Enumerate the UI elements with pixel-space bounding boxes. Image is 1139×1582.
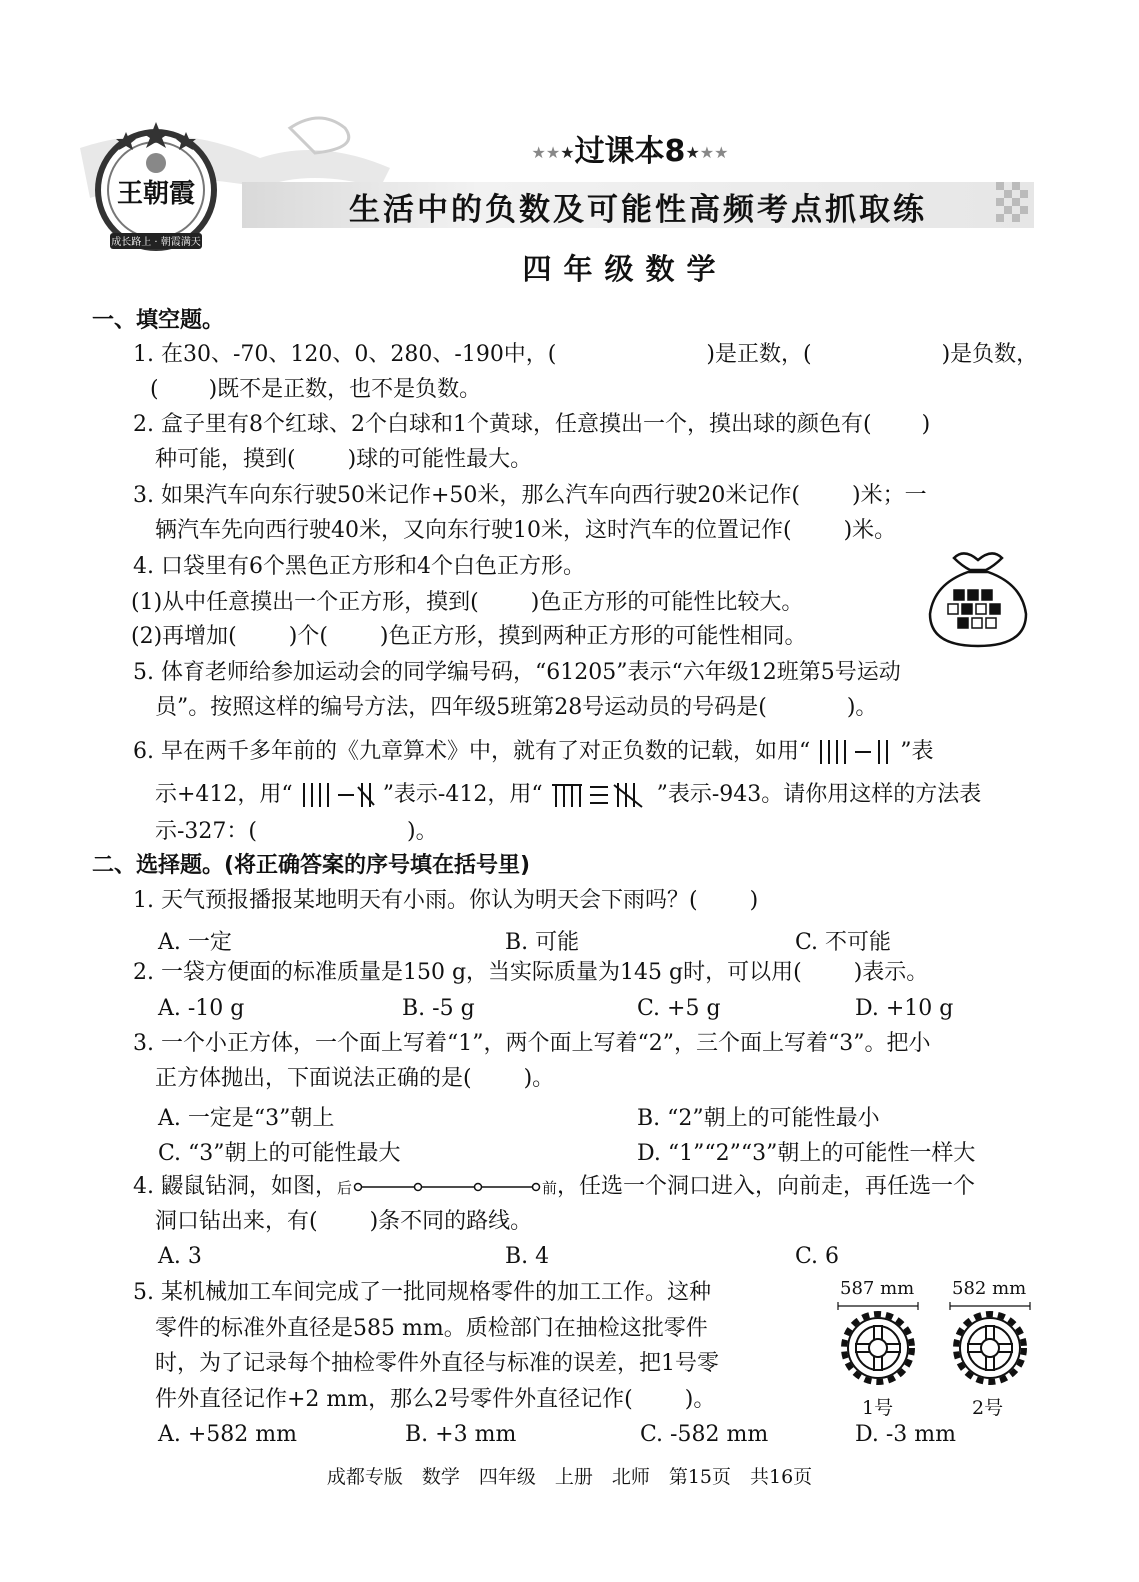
wangzhaoxia-logo bbox=[86, 118, 226, 258]
s2-q5-line1: 5. 某机械加工车间完成了一批同规格零件的加工工作。这种 bbox=[133, 1280, 711, 1305]
gear2-diameter-label: 582 mm bbox=[952, 1278, 1027, 1299]
svg-text:王朝霞: 王朝霞 bbox=[116, 179, 196, 209]
q1-line2: ( )既不是正数，也不是负数。 bbox=[150, 377, 482, 402]
gear2-label: 2号 bbox=[972, 1397, 1004, 1419]
s2-q3-line1: 3. 一个小正方体，一个面上写着“1”，两个面上写着“2”，三个面上写着“3”。把小 bbox=[133, 1031, 931, 1056]
s2-q2-option-b: B. -5 g bbox=[402, 996, 475, 1021]
q4-line: 4. 口袋里有6个黑色正方形和4个白色正方形。 bbox=[133, 554, 585, 579]
s2-q3-option-a: A. 一定是“3”朝上 bbox=[158, 1106, 335, 1131]
s2-q2: 2. 一袋方便面的标准质量是150 g，当实际质量为145 g时，可以用( )表示。 bbox=[133, 960, 929, 985]
s2-q4-line2: 洞口钻出来，有( )条不同的路线。 bbox=[155, 1209, 533, 1234]
s2-q1: 1. 天气预报播报某地明天有小雨。你认为明天会下雨吗？( ) bbox=[133, 888, 759, 913]
s2-q2-option-c: C. +5 g bbox=[637, 996, 721, 1021]
gear-2-icon bbox=[948, 1302, 1032, 1388]
q4-part2: (2)再增加( )个( )色正方形，摸到两种正方形的可能性相同。 bbox=[131, 624, 807, 649]
s2-q5-line4: 件外直径记作+2 mm，那么2号零件外直径记作( )。 bbox=[155, 1387, 716, 1412]
star-icon: ★ bbox=[560, 143, 575, 162]
counting-rods-plus-412-icon bbox=[817, 738, 893, 766]
s2-q3-line2: 正方体抛出，下面说法正确的是( )。 bbox=[155, 1066, 555, 1091]
s2-q1-option-b: B. 可能 bbox=[505, 930, 580, 955]
section1-heading: 一、填空题。 bbox=[92, 308, 225, 333]
svg-text:成长路上 · 朝霞满天: 成长路上 · 朝霞满天 bbox=[111, 237, 201, 248]
star-icon: ★★ bbox=[699, 143, 729, 162]
page-footer: 成都专版 数学 四年级 上册 北师 第15页 共16页 bbox=[326, 1466, 813, 1488]
bag-of-squares-image bbox=[924, 548, 1032, 650]
q5-line1: 5. 体育老师给参加运动会的同学编号码，“61205”表示“六年级12班第5号运动 bbox=[133, 660, 901, 685]
section2-heading: 二、选择题。(将正确答案的序号填在括号里) bbox=[92, 853, 531, 878]
q2-line1: 2. 盒子里有8个红球、2个白球和1个黄球，任意摸出一个，摸出球的颜色有( ) bbox=[133, 412, 931, 437]
q6-line3: 示-327：( )。 bbox=[155, 819, 438, 844]
s2-q4-option-a: A. 3 bbox=[158, 1244, 202, 1269]
s2-q4-option-c: C. 6 bbox=[795, 1244, 840, 1269]
s2-q3-option-b: B. “2”朝上的可能性最小 bbox=[637, 1106, 880, 1131]
s2-q5-option-c: C. -582 mm bbox=[640, 1422, 769, 1447]
gear-1-icon bbox=[836, 1302, 920, 1388]
page-title: 生活中的负数及可能性高频考点抓取练 bbox=[349, 192, 927, 228]
q4-part1: (1)从中任意摸出一个正方形，摸到( )色正方形的可能性比较大。 bbox=[131, 590, 804, 615]
s2-q1-option-c: C. 不可能 bbox=[795, 930, 892, 955]
star-icon: ★ bbox=[685, 143, 700, 162]
mole-tunnel-diagram bbox=[352, 1177, 542, 1197]
s2-q5-option-a: A. +582 mm bbox=[158, 1422, 298, 1447]
s2-q3-option-d: D. “1”“2”“3”朝上的可能性一样大 bbox=[637, 1141, 976, 1166]
s2-q4-option-b: B. 4 bbox=[505, 1244, 550, 1269]
s2-q5-line3: 时，为了记录每个抽检零件外直径与标准的误差，把1号零 bbox=[155, 1351, 719, 1376]
q2-line2: 种可能，摸到( )球的可能性最大。 bbox=[155, 447, 533, 472]
q3-line1: 3. 如果汽车向东行驶50米记作+50米，那么汽车向西行驶20米记作( )米；一 bbox=[133, 483, 927, 508]
s2-q2-option-d: D. +10 g bbox=[855, 996, 954, 1021]
grade-subtitle: 四年级数学 bbox=[522, 252, 728, 286]
counting-rods-minus-943-icon bbox=[550, 781, 650, 809]
gear1-label: 1号 bbox=[862, 1397, 894, 1419]
q3-line2: 辆汽车先向西行驶40米，又向东行驶10米，这时汽车的位置记作( )米。 bbox=[155, 518, 897, 543]
s2-q5-option-b: B. +3 mm bbox=[405, 1422, 517, 1447]
counting-rods-minus-412-icon bbox=[300, 781, 376, 809]
s2-q4-line1: 4. 鼹鼠钻洞，如图，后 前，任选一个洞口进入，向前走，再任选一个 bbox=[133, 1174, 976, 1199]
q6-line1: 6. 早在两千多年前的《九章算术》中，就有了对正负数的记载，如用“ ”表 bbox=[133, 739, 934, 764]
s2-q2-option-a: A. -10 g bbox=[158, 996, 245, 1021]
gear1-diameter-label: 587 mm bbox=[840, 1278, 915, 1299]
star-icon: ★★ bbox=[531, 143, 561, 162]
s2-q1-option-a: A. 一定 bbox=[158, 930, 232, 955]
s2-q5-line2: 零件的标准外直径是585 mm。质检部门在抽检这批零件 bbox=[155, 1316, 708, 1341]
s2-q3-option-c: C. “3”朝上的可能性最大 bbox=[158, 1141, 401, 1166]
q1-line1: 1. 在30、-70、120、0、280、-190中，( )是正数，( )是负数， bbox=[133, 342, 1039, 367]
q5-line2: 员”。按照这样的编号方法，四年级5班第28号运动员的号码是( )。 bbox=[155, 695, 878, 720]
kicker-title: ★★★过课本8★★★ bbox=[531, 134, 729, 169]
q6-line2: 示+412，用“ ”表示-412，用“ ”表示-943。请你用这样的方法表 bbox=[155, 782, 982, 807]
s2-q5-option-d: D. -3 mm bbox=[855, 1422, 956, 1447]
